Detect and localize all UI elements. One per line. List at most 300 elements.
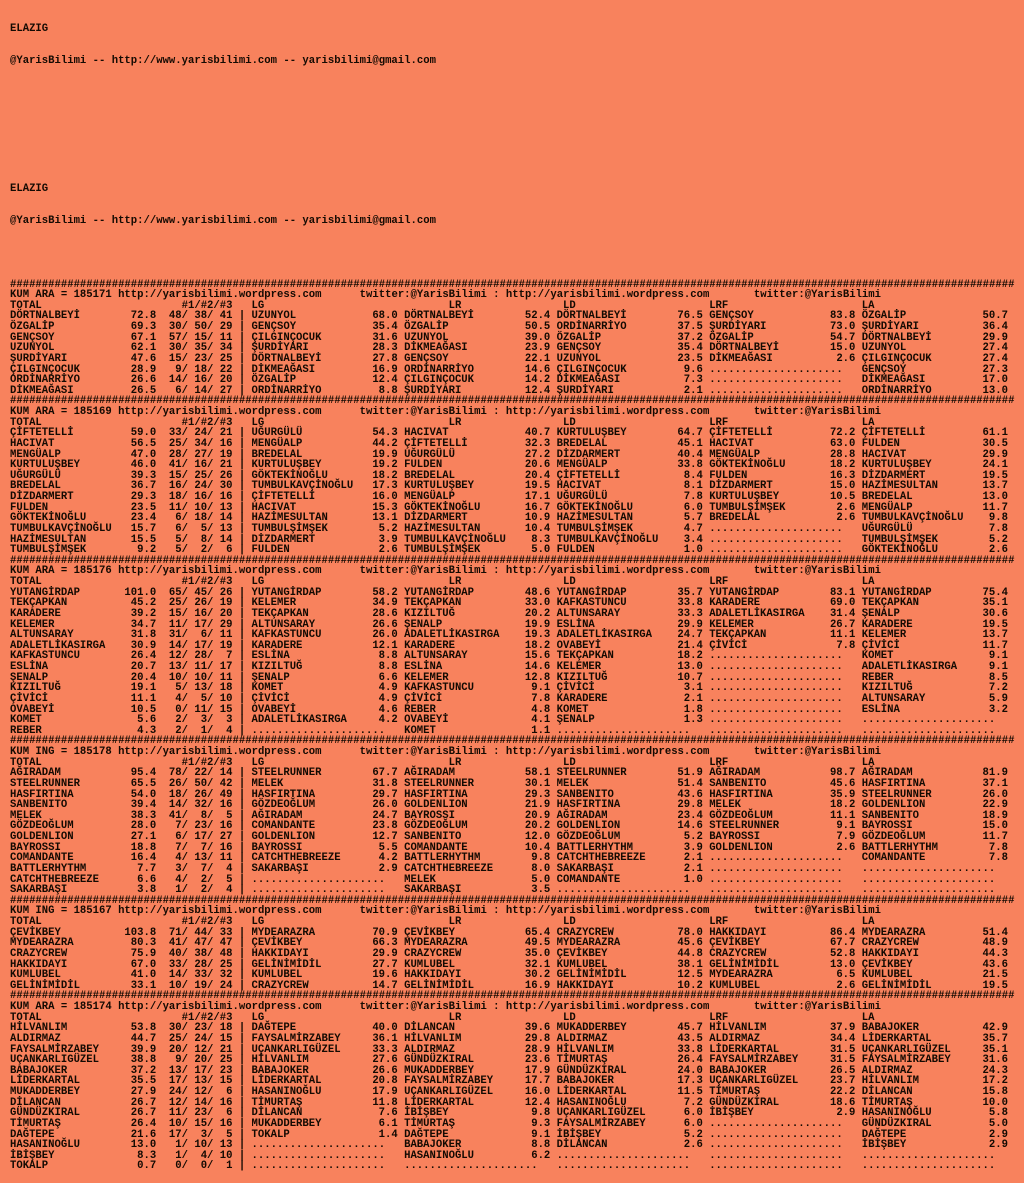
total-value: 39.4 [130, 799, 157, 812]
ld-value: 29.9 [677, 618, 703, 631]
horse-name: ÇİFTETELLİ [10, 427, 74, 440]
section-3 [10, 556, 1024, 737]
lrf-horse-name: ALDIRMAZ [709, 1032, 761, 1045]
ld-value: 7.8 [683, 491, 703, 504]
place-counts: 14/ 17/ 19 [168, 639, 233, 652]
section-title: KUM ARA = 185176 [10, 565, 112, 578]
la-value: 30.6 [982, 607, 1008, 620]
ld-value: 24.7 [677, 629, 703, 642]
la-value: 81.9 [982, 767, 1008, 780]
ld-value: 17.3 [677, 1075, 703, 1088]
ld-empty-dots: ..................... [556, 1149, 691, 1162]
column-header-places: #1/#2/#3 [181, 576, 233, 589]
lr-horse-name: GENÇSOY [404, 352, 449, 365]
city-title-line-2 [10, 184, 1024, 195]
lr-horse-name: ÇILGINÇOCUK [404, 374, 475, 387]
divider: | [238, 639, 246, 652]
la-value: 36.4 [982, 321, 1008, 334]
gap [322, 566, 360, 577]
lrf-horse-name: HASFIRTINA [709, 788, 773, 801]
ld-value: 23.4 [677, 809, 703, 822]
la-value: 2.6 [988, 544, 1008, 557]
lrf-value: 13.0 [829, 958, 856, 971]
ld-horse-name: HAZİMESULTAN [556, 512, 633, 525]
la-horse-name: ÇILGINÇOCUK [861, 352, 932, 365]
la-horse-name: ŞURDİYARI [861, 321, 919, 334]
lg-horse-name: LİDERKARTAL [251, 1075, 322, 1088]
la-value: 42.9 [982, 1022, 1008, 1035]
divider: | [238, 926, 246, 939]
la-value: 35.7 [982, 1032, 1008, 1045]
lr-horse-name: KAFKASTUNCU [404, 682, 475, 695]
ld-value: 2.1 [683, 692, 703, 705]
ld-horse-name: MELEK [556, 777, 589, 790]
ld-value: 10.7 [677, 671, 703, 684]
la-value: 11.7 [982, 831, 1008, 844]
la-horse-name: ÇİFTETELLİ [861, 427, 926, 440]
divider: | [238, 629, 246, 642]
lr-value: 4.8 [531, 703, 551, 716]
place-counts: 13/ 17/ 23 [168, 1064, 233, 1077]
la-horse-name: DİZDARMERT [861, 469, 926, 482]
ld-value: 14.6 [677, 820, 703, 833]
lr-horse-name: DİKMEAĞASI [404, 342, 468, 355]
total-value: 41.0 [130, 969, 157, 982]
total-value: 53.8 [130, 1022, 157, 1035]
city-title: ELAZIG [10, 23, 49, 36]
lr-empty-dots: ..................... [404, 1160, 538, 1173]
column-header-line [10, 1013, 1024, 1024]
lrf-value: 34.4 [829, 1032, 856, 1045]
lrf-empty-dots: ..................... [709, 692, 843, 705]
la-horse-name: ORDİNARRİYO [861, 384, 932, 397]
ld-horse-name: CRAZYCREW [556, 926, 614, 939]
lr-horse-name: KELEMER [404, 671, 449, 684]
divider: | [238, 831, 246, 844]
lg-horse-name: DİZDARMERT [251, 533, 316, 546]
lrf-value: 2.6 [836, 501, 856, 514]
wordpress-url: http://yarisbilimi.wordpress.com [118, 905, 322, 918]
lg-horse-name: CATCHTHEBREEZE [251, 852, 341, 865]
stat-row [10, 1066, 1024, 1077]
la-empty-dots: ..................... [861, 724, 996, 737]
la-horse-name: HACIVAT [861, 448, 907, 461]
lr-value: 5.0 [531, 544, 551, 557]
lrf-horse-name: LİDERKARTAL [709, 1043, 780, 1056]
lrf-horse-name: KURTULUŞBEY [709, 491, 780, 504]
wordpress-url: http://yarisbilimi.wordpress.com [505, 746, 710, 759]
total-value: 33.1 [130, 979, 157, 992]
column-header-ld: LD [562, 1011, 576, 1024]
place-counts: 10/ 10/ 11 [168, 671, 233, 684]
total-value: 30.9 [130, 639, 157, 652]
lg-value: 7.6 [378, 1107, 398, 1120]
horse-name: KOMET [10, 714, 42, 727]
lrf-horse-name: SANBENITO [709, 777, 767, 790]
lrf-empty-dots: ..................... [709, 384, 843, 397]
twitter-handle: twitter:@YarisBilimi [359, 406, 487, 419]
horse-name: ADALETLİKASIRGA [10, 639, 106, 652]
lg-horse-name: KARADERE [251, 639, 303, 652]
place-counts: 65/ 45/ 26 [168, 586, 233, 599]
column-header-ld: LD [562, 916, 576, 929]
lg-empty-dots: ..................... [251, 724, 386, 737]
stat-row [10, 1045, 1024, 1056]
place-counts: 6/ 18/ 14 [168, 512, 233, 525]
horse-name: GENÇSOY [10, 331, 55, 344]
lr-value: 52.4 [524, 310, 551, 323]
place-counts: 48/ 38/ 41 [168, 310, 233, 323]
horse-name: UZUNYOL [10, 342, 55, 355]
ld-horse-name: TEKÇAPKAN [556, 650, 614, 663]
stat-row [10, 1076, 1024, 1087]
lr-horse-name: DAĞTEPE [404, 1128, 449, 1141]
place-counts: 6/ 14/ 27 [168, 384, 233, 397]
lrf-empty-dots: ..................... [709, 374, 843, 387]
column-header-la: LA [861, 416, 875, 429]
lr-horse-name: FULDEN [404, 459, 443, 472]
lg-value: 35.4 [372, 321, 398, 334]
lg-value: 12.4 [372, 374, 398, 387]
la-value: 27.4 [982, 342, 1008, 355]
place-counts: 71/ 44/ 33 [168, 926, 233, 939]
ld-horse-name: MYDEARAZRA [556, 937, 621, 950]
wordpress-url: http://yarisbilimi.wordpress.com [505, 905, 710, 918]
ld-horse-name: COMANDANTE [556, 873, 621, 886]
horse-name: UÇANKARLIGÜZEL [10, 1054, 100, 1067]
lrf-horse-name: HACIVAT [709, 437, 754, 450]
divider: | [238, 1075, 246, 1088]
lg-value: 4.2 [378, 714, 398, 727]
column-header-lg: LG [251, 299, 265, 312]
la-horse-name: SANBENITO [861, 809, 919, 822]
place-counts: 6/ 5/ 13 [168, 522, 233, 535]
ld-horse-name: KELEMER [556, 661, 602, 674]
lg-horse-name: AĞIRADAM [251, 809, 303, 822]
divider: | [238, 427, 246, 440]
la-horse-name: KIZILTUĞ [861, 682, 913, 695]
lrf-horse-name: GENÇSOY [709, 310, 754, 323]
column-header-lg: LG [251, 416, 265, 429]
lg-value: 18.2 [372, 469, 398, 482]
lg-value: 68.0 [372, 310, 398, 323]
la-horse-name: GOLDENLION [861, 799, 926, 812]
horse-name: HAZİMESULTAN [10, 533, 87, 546]
divider: | [238, 384, 246, 397]
lr-value: 15.6 [524, 650, 551, 663]
lg-value: 26.0 [372, 799, 398, 812]
column-header-total: TOTAL [10, 1011, 42, 1024]
ld-horse-name: BATTLERHYTHM [556, 841, 633, 854]
stat-row [10, 970, 1024, 981]
lrf-empty-dots: ..................... [709, 862, 843, 875]
ld-horse-name: FULDEN [556, 544, 595, 557]
ld-value: 29.8 [677, 799, 703, 812]
ld-horse-name: CATCHTHEBREEZE [556, 852, 646, 865]
total-value: 65.5 [130, 777, 157, 790]
lr-value: 22.1 [524, 352, 551, 365]
horse-name: BAYROSSI [10, 841, 61, 854]
horse-name: SANBENITO [10, 799, 68, 812]
lr-value: 3.5 [531, 884, 551, 897]
ld-value: 23.5 [677, 352, 703, 365]
ld-horse-name: ÇILGINÇOCUK [556, 363, 627, 376]
wordpress-url: http://yarisbilimi.wordpress.com [118, 1001, 322, 1014]
la-value: 7.8 [988, 852, 1008, 865]
joiner: : [486, 746, 506, 759]
lr-value: 29.3 [524, 788, 551, 801]
la-value: 17.0 [982, 374, 1008, 387]
lg-horse-name: TUMBULŞİMŞEK [251, 522, 328, 535]
ld-horse-name: ADALETLİKASIRGA [556, 629, 652, 642]
ld-value: 7.3 [683, 374, 703, 387]
total-value: 28.0 [130, 820, 157, 833]
section-title: KUM ARA = 185169 [10, 406, 112, 419]
twitter-handle: twitter:@YarisBilimi [359, 905, 487, 918]
la-horse-name: ÇİVİCİ [861, 639, 900, 652]
divider: | [238, 522, 246, 535]
lr-horse-name: AĞIRADAM [404, 767, 455, 780]
ld-value: 5.2 [683, 831, 703, 844]
la-horse-name: FULDEN [861, 437, 900, 450]
total-value: 8.3 [137, 1149, 157, 1162]
place-counts: 12/ 28/ 7 [168, 650, 233, 663]
lg-horse-name: HACIVAT [251, 501, 297, 514]
place-counts: 13/ 11/ 17 [168, 661, 233, 674]
lrf-empty-dots: ..................... [709, 544, 843, 557]
place-counts: 4/ 5/ 10 [168, 692, 233, 705]
lg-horse-name: BABAJOKER [251, 1064, 309, 1077]
horse-name: ÖZGALİP [10, 321, 55, 334]
column-header-lg: LG [251, 576, 265, 589]
total-value: 19.1 [130, 682, 157, 695]
lrf-empty-dots: ..................... [709, 363, 843, 376]
stat-row [10, 439, 1024, 450]
lr-value: 58.1 [524, 767, 551, 780]
column-header-total: TOTAL [10, 299, 42, 312]
ld-value: 1.0 [683, 544, 703, 557]
place-counts: 6/ 17/ 27 [168, 831, 233, 844]
lg-value: 28.6 [372, 607, 398, 620]
lrf-empty-dots: ..................... [709, 1128, 843, 1141]
place-counts: 26/ 50/ 42 [168, 777, 233, 790]
total-value: 67.0 [130, 958, 157, 971]
horse-name: DİLANCAN [10, 1096, 61, 1109]
column-header-lg: LG [251, 1011, 265, 1024]
column-header-lr: LR [448, 916, 462, 929]
lg-value: 19.6 [372, 969, 398, 982]
lrf-value: 54.7 [829, 331, 856, 344]
place-counts: 33/ 28/ 25 [168, 958, 233, 971]
gap [322, 906, 360, 917]
total-value: 28.9 [130, 363, 157, 376]
horse-name: HAKKIDAYI [10, 958, 68, 971]
lrf-horse-name: ÖZGALİP [709, 331, 754, 344]
lr-horse-name: ÇİVİCİ [404, 692, 443, 705]
ld-horse-name: OVABEYİ [556, 639, 602, 652]
city-title: ELAZIG [10, 182, 49, 195]
ld-value: 6.0 [683, 1117, 703, 1130]
la-horse-name: AĞIRADAM [861, 767, 913, 780]
lr-horse-name: ÇİFTETELLİ [404, 437, 468, 450]
ld-horse-name: STEELRUNNER [556, 767, 627, 780]
total-value: 15.7 [130, 522, 157, 535]
lr-horse-name: YUTANGİRDAP [404, 586, 475, 599]
lr-value: 30.2 [524, 969, 551, 982]
lr-value: 12.4 [524, 384, 551, 397]
lg-horse-name: ÇILGINÇOCUK [251, 331, 322, 344]
horse-name: TEKÇAPKAN [10, 597, 68, 610]
total-value: 13.0 [130, 1139, 157, 1152]
ld-horse-name: HACIVAT [556, 480, 602, 493]
lg-horse-name: TEKÇAPKAN [251, 607, 309, 620]
total-value: 26.7 [130, 1107, 157, 1120]
wordpress-url: http://yarisbilimi.wordpress.com [118, 406, 322, 419]
place-counts: 5/ 2/ 6 [168, 544, 233, 557]
column-header-lrf: LRF [709, 756, 729, 769]
horse-name: İBİŞBEY [10, 1149, 55, 1162]
la-value: 15.0 [982, 820, 1008, 833]
stat-row [10, 1034, 1024, 1045]
lr-value: 18.2 [524, 639, 551, 652]
place-counts: 25/ 26/ 19 [168, 597, 233, 610]
la-horse-name: TEKÇAPKAN [861, 597, 919, 610]
lg-value: 29.7 [372, 788, 398, 801]
lr-value: 20.2 [524, 820, 551, 833]
lrf-empty-dots: ..................... [709, 724, 843, 737]
blank-line [10, 88, 1024, 99]
divider: | [238, 809, 246, 822]
lr-horse-name: DİLANCAN [404, 1022, 455, 1035]
lg-horse-name: YUTANGİRDAP [251, 586, 322, 599]
total-value: 7.7 [137, 862, 157, 875]
divider: | [238, 374, 246, 387]
horse-name: GÖKTEKİNOĞLU [10, 512, 87, 525]
la-value: 5.2 [988, 533, 1008, 546]
lr-value: 9.3 [531, 1117, 551, 1130]
place-counts: 9/ 18/ 22 [168, 363, 233, 376]
horse-name: MYDEARAZRA [10, 937, 74, 950]
ld-value: 35.7 [677, 586, 703, 599]
joiner: : [486, 289, 506, 302]
divider: | [238, 1160, 246, 1173]
ld-value: 7.2 [683, 1096, 703, 1109]
lg-horse-name: UZUNYOL [251, 310, 297, 323]
column-header-la: LA [861, 299, 875, 312]
place-counts: 16/ 24/ 30 [168, 480, 233, 493]
lrf-value: 2.6 [836, 841, 856, 854]
total-value: 35.5 [130, 1075, 157, 1088]
la-horse-name: COMANDANTE [861, 852, 926, 865]
ld-value: 1.3 [683, 714, 703, 727]
total-value: 6.6 [137, 873, 157, 886]
lg-horse-name: KUMLUBEL [251, 969, 303, 982]
la-empty-dots: ..................... [861, 1149, 996, 1162]
place-counts: 15/ 23/ 25 [168, 352, 233, 365]
ld-value: 8.1 [683, 480, 703, 493]
lrf-value: 63.0 [829, 437, 856, 450]
lg-value: 27.8 [372, 352, 398, 365]
lr-horse-name: ÇEVİKBEY [404, 926, 455, 939]
divider: | [238, 947, 246, 960]
lg-value: 13.1 [372, 512, 398, 525]
total-value: 45.2 [130, 597, 157, 610]
la-empty-dots: ..................... [861, 884, 996, 897]
lrf-empty-dots: ..................... [709, 1139, 843, 1152]
horse-name: ORDİNARRİYO [10, 374, 80, 387]
ld-value: 26.4 [677, 1054, 703, 1067]
total-value: 9.2 [137, 544, 157, 557]
horse-name: MUKADDERBEY [10, 1086, 80, 1099]
place-counts: 11/ 23/ 6 [168, 1107, 233, 1120]
la-horse-name: UÇANKARLIGÜZEL [861, 1043, 951, 1056]
ld-value: 35.4 [677, 342, 703, 355]
lr-value: 14.6 [524, 661, 551, 674]
lrf-horse-name: TEKÇAPKAN [709, 629, 767, 642]
ld-horse-name: DİKMEAĞASI [556, 374, 621, 387]
lr-value: 9.8 [531, 1107, 551, 1120]
place-counts: 0/ 0/ 1 [168, 1160, 233, 1173]
lrf-horse-name: GÜNDÜZKIRAL [709, 1096, 780, 1109]
ld-value: 3.9 [683, 841, 703, 854]
place-counts: 18/ 16/ 16 [168, 491, 233, 504]
ld-horse-name: HASANINOĞLU [556, 1096, 627, 1109]
la-horse-name: KELEMER [861, 629, 907, 642]
total-value: 38.3 [130, 809, 157, 822]
ld-value: 43.6 [677, 788, 703, 801]
total-value: 47.0 [130, 448, 157, 461]
ld-value: 2.1 [683, 852, 703, 865]
lg-value: 4.6 [378, 703, 398, 716]
place-counts: 7/ 23/ 16 [168, 820, 233, 833]
divider: | [238, 671, 246, 684]
lg-horse-name: CRAZYCREW [251, 979, 309, 992]
place-counts: 4/ 2/ 5 [168, 873, 233, 886]
lrf-value: 31.5 [829, 1054, 856, 1067]
lrf-value: 83.1 [829, 586, 856, 599]
lg-empty-dots: ..................... [251, 1139, 386, 1152]
lrf-empty-dots: ..................... [709, 671, 843, 684]
lg-horse-name: MENGÜALP [251, 437, 303, 450]
ld-horse-name: KOMET [556, 703, 589, 716]
horse-name: GOLDENLION [10, 831, 74, 844]
la-horse-name: FAYSALMİRZABEY [861, 1054, 951, 1067]
ld-value: 33.8 [677, 597, 703, 610]
place-counts: 10/ 15/ 16 [168, 1117, 233, 1130]
lr-horse-name: GÖZDEOĞLUM [404, 820, 468, 833]
wordpress-url: http://yarisbilimi.wordpress.com [118, 746, 322, 759]
lg-horse-name: MELEK [251, 777, 284, 790]
lg-horse-name: KELEMER [251, 597, 297, 610]
twitter-handle: twitter:@YarisBilimi [753, 905, 882, 918]
lrf-horse-name: UÇANKARLIGÜZEL [709, 1075, 799, 1088]
ld-horse-name: DİZDARMERT [556, 448, 621, 461]
place-counts: 11/ 17/ 29 [168, 618, 233, 631]
lr-value: 19.9 [524, 618, 551, 631]
lrf-horse-name: BABAJOKER [709, 1064, 767, 1077]
divider: | [238, 533, 246, 546]
divider: | [238, 607, 246, 620]
lg-horse-name: KURTULUŞBEY [251, 459, 322, 472]
lr-horse-name: CATCHTHEBREEZE [404, 862, 494, 875]
ld-horse-name: SANBENITO [556, 788, 614, 801]
horse-name: KELEMER [10, 618, 55, 631]
lr-value: 39.6 [524, 1022, 551, 1035]
lg-value: 15.3 [372, 501, 398, 514]
column-header-ld: LD [562, 576, 576, 589]
la-horse-name: HAKKIDAYI [861, 947, 919, 960]
ld-value: 45.7 [677, 1022, 703, 1035]
